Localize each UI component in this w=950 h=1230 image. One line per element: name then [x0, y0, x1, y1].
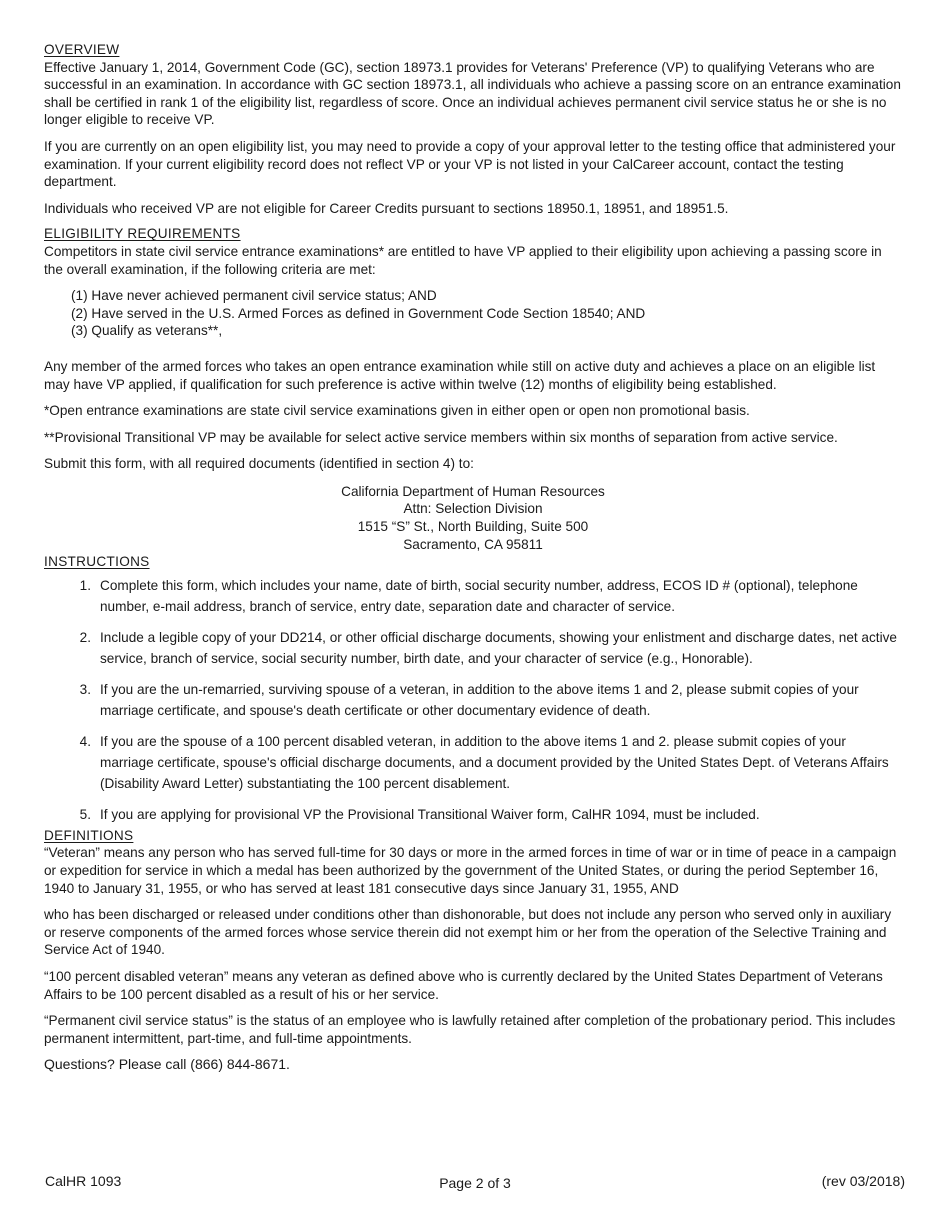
criteria-item: (3) Qualify as veterans**, [71, 323, 223, 339]
address-line: California Department of Human Resources [341, 483, 605, 499]
form-id: CalHR 1093 [45, 1173, 122, 1189]
active-duty-paragraph: Any member of the armed forces who takes an open entrance examination while still on active duty and achieves a place on an eligible list may have VP applied, if qualification for such preference is active within twelve (12) months of eligibility being established. [44, 358, 876, 392]
definition-veteran: “Veteran” means any person who has served full-time for 30 days or more in the armed forces in time of war or in time of peace in a campaign or expedition for service in which a medal has been authorized by the government of the United States, or during the period September 16, 1940 to January 31, 1955, or who has served at least 181 consecutive days since January 31, 1955, AND [44, 845, 897, 896]
instruction-text: Complete this form, which includes your name, date of birth, social security number, address, ECOS ID # (optional), telephone number, e-mail address, branch of service, entry date, separation date and character of service. [100, 577, 858, 614]
instruction-item [44, 804, 902, 825]
instruction-text: If you are the un-remarried, surviving spouse of a veteran, in addition to the above items 1 and 2, please submit copies of your marriage certificate, and spouse's death certificate or other documentary evidence of death. [100, 681, 859, 718]
definition-veteran-continued: who has been discharged or released under conditions other than dishonorable, but does not include any person who served only in auxiliary or reserve components of the armed forces whose service therein did not exempt him or her from the operation of the Selective Training and Service Act of 1940. [44, 907, 892, 958]
definition-permanent-status: “Permanent civil service status” is the status of an employee who is lawfully retained after completion of the probationary period. This includes permanent intermittent, part-time, and full-time appointments. [44, 1013, 896, 1046]
instruction-number: 4. [79, 733, 91, 749]
definition-disabled-veteran: “100 percent disabled veteran” means any veteran as defined above who is currently declared by the United States Department of Veterans Affairs to be 100 percent disabled as a result of his or her service. [44, 969, 883, 1002]
criteria-item: (1) Have never achieved permanent civil service status; AND [71, 288, 437, 304]
revision-date: (rev 03/2018) [821, 1173, 905, 1189]
footnote-open-exams: *Open entrance examinations are state civil service examinations given in either open or open non promotional basis. [44, 403, 750, 419]
definitions-heading: DEFINITIONS [44, 827, 134, 843]
instruction-item [44, 679, 902, 721]
overview-paragraph-2: If you are currently on an open eligibility list, you may need to provide a copy of your approval letter to the testing office that administered your examination. If your current eligibility record does not reflect VP or your VP is not listed in your CalCareer account, contact the testing department. [44, 138, 896, 190]
instructions-list [44, 575, 902, 825]
eligibility-intro: Competitors in state civil service entrance examinations* are entitled to have VP applied to their eligibility upon achieving a passing score in the overall examination, if the following criteria are met: [44, 243, 882, 277]
address-line: Attn: Selection Division [403, 501, 543, 517]
instruction-number: 2. [79, 629, 91, 645]
eligibility-heading: ELIGIBILITY REQUIREMENTS [44, 226, 241, 242]
instruction-item [44, 731, 902, 794]
instruction-text: If you are applying for provisional VP the Provisional Transitional Waiver form, CalHR 1094, must be included. [100, 806, 760, 822]
instructions-heading: INSTRUCTIONS [44, 554, 150, 570]
mailing-address [44, 483, 902, 553]
criteria-item: (2) Have served in the U.S. Armed Forces as defined in Government Code Section 18540; AND [71, 305, 646, 321]
questions-contact: Questions? Please call (866) 844-8671. [44, 1056, 290, 1073]
eligibility-criteria-list [71, 287, 902, 340]
overview-paragraph-1: Effective January 1, 2014, Government Code (GC), section 18973.1 provides for Veterans' Preference (VP) to qualifying Veterans who are successful in an examination. In accordance with GC section 18973.1, all individuals who achieve a passing score on an entrance examination shall be certified in rank 1 of the eligibility list, regardless of score. Once an individual achieves permanent civil service status he or she is no longer eligible to receive VP. [44, 59, 901, 128]
footnote-provisional: **Provisional Transitional VP may be available for select active service members within six months of separation from active service. [44, 429, 838, 445]
instruction-item [44, 575, 902, 617]
overview-heading: OVERVIEW [44, 42, 120, 57]
instruction-item [44, 627, 902, 669]
instruction-text: Include a legible copy of your DD214, or other official discharge documents, showing your enlistment and discharge dates, net active service, branch of service, social security number, birth date, and your character of service (e.g., Honorable). [100, 629, 897, 666]
instruction-number: 3. [79, 681, 91, 697]
address-line: 1515 “S” St., North Building, Suite 500 [357, 519, 589, 535]
submit-instruction: Submit this form, with all required documents (identified in section 4) to: [44, 456, 474, 472]
document-body [44, 41, 902, 1074]
instruction-number: 1. [79, 577, 91, 593]
page-number: Page 2 of 3 [439, 1175, 511, 1191]
instruction-text: If you are the spouse of a 100 percent disabled veteran, in addition to the above items 1 and 2. please submit copies of your marriage certificate, spouse's official discharge documents, and a document provided by the United States Dept. of Veterans Affairs (Disability Award Letter) substantiating the 100 percent disablement. [100, 733, 889, 791]
instruction-number: 5. [79, 806, 91, 822]
address-line: Sacramento, CA 95811 [403, 536, 543, 552]
overview-paragraph-3: Individuals who received VP are not eligible for Career Credits pursuant to sections 18950.1, 18951, and 18951.5. [44, 200, 729, 216]
